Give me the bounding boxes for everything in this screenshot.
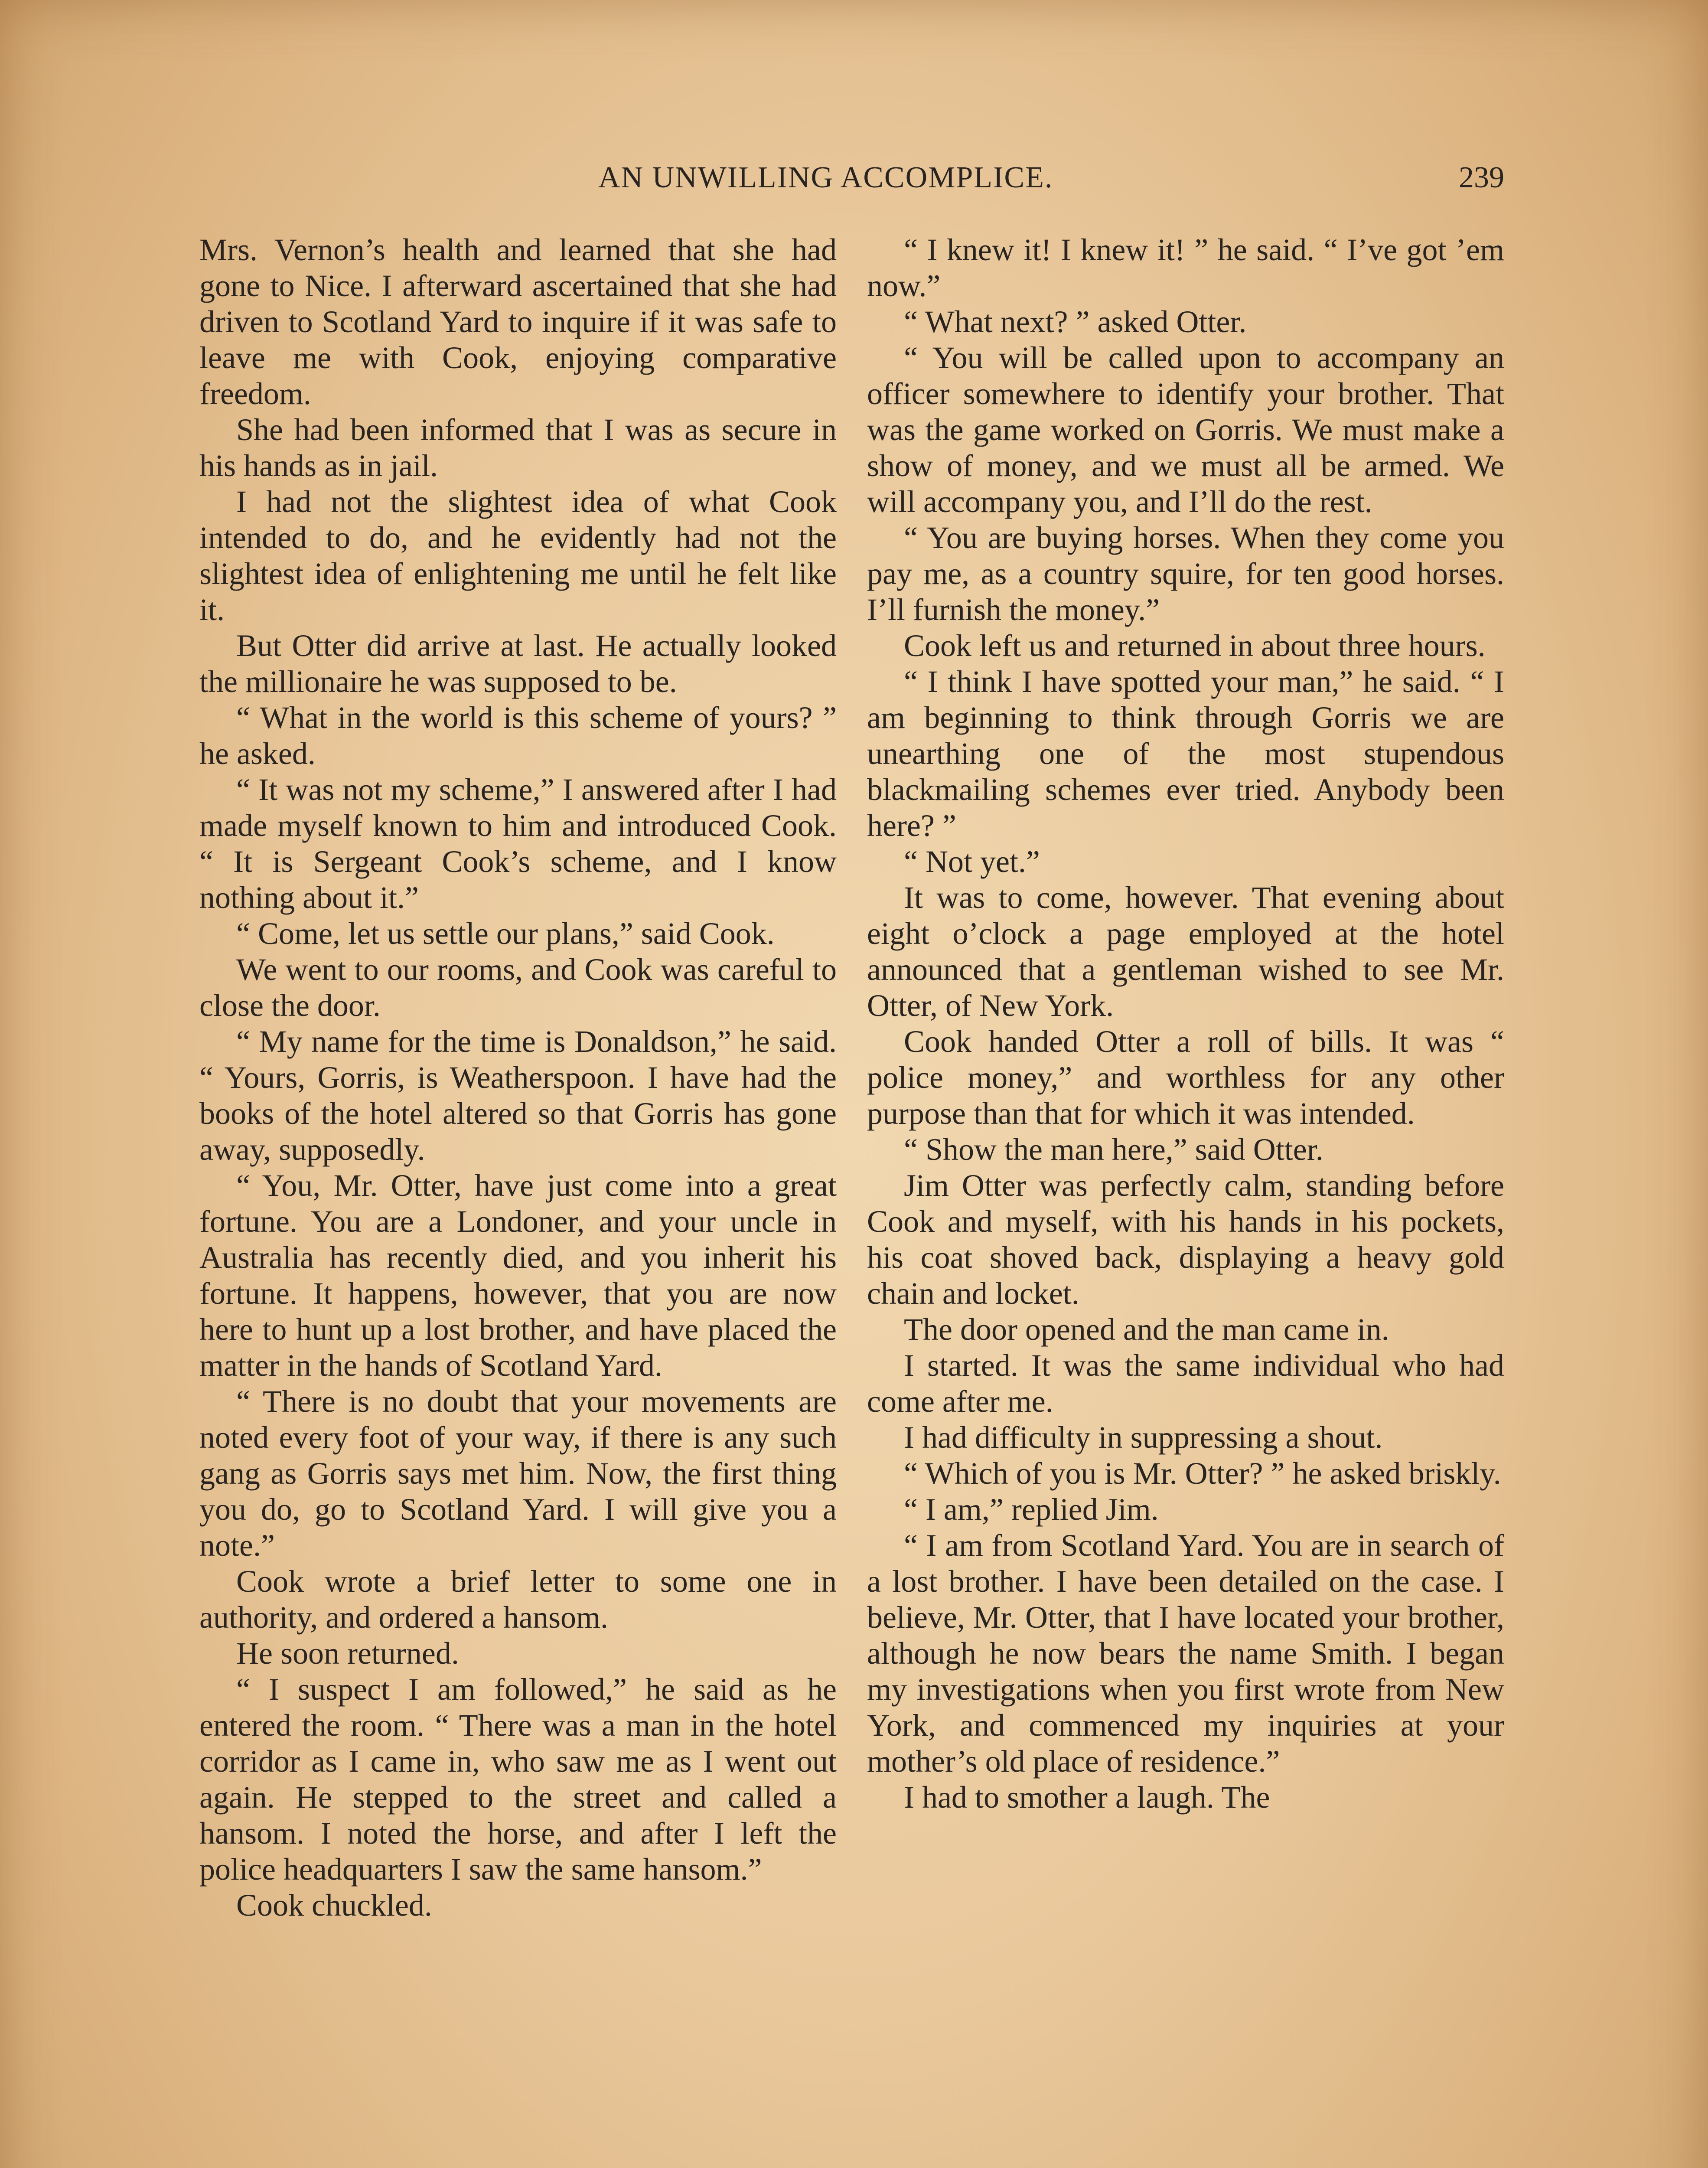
paragraph: “ I suspect I am followed,” he said as he entered the room. “ There was a man in the hotel corridor as I came in, who saw me as I went out again. He stepped to the street and called a hansom. I noted the horse, and after I left the police headquarters I saw the same hansom.”: [199, 1672, 837, 1887]
page-header: [0, 160, 1708, 212]
paragraph: But Otter did arrive at last. He actually looked the millionaire he was supposed to be.: [199, 628, 837, 699]
paragraph: I had to smother a laugh. The: [904, 1780, 1270, 1815]
paragraph: “ Which of you is Mr. Otter? ” he asked briskly.: [904, 1456, 1501, 1491]
paragraph: Jim Otter was perfectly calm, standing before Cook and myself, with his hands in his pockets, his coat shoved back, displaying a heavy gold chain and locket.: [867, 1168, 1504, 1311]
paragraph: Cook handed Otter a roll of bills. It was “ police money,” and worthless for any other purpose than that for which it was intended.: [867, 1024, 1504, 1131]
running-title: AN UNWILLING ACCOMPLICE.: [598, 161, 1053, 194]
paragraph: “ I am from Scotland Yard. You are in search of a lost brother. I have been detailed on the case. I believe, Mr. Otter, that I have located your brother, although he now bears the name Smith. I began my investigations when you first wrote from New York, and commenced my inquiries at your mother’s old place of residence.”: [867, 1528, 1504, 1779]
paragraph: “ You, Mr. Otter, have just come into a great fortune. You are a Londoner, and your uncle in Australia has recently died, and you inherit his fortune. It happens, however, that you are now here to hunt up a lost brother, and have placed the matter in the hands of Scotland Yard.: [199, 1168, 837, 1383]
paragraph: “ What next? ” asked Otter.: [904, 304, 1247, 339]
paragraph: She had been informed that I was as secure in his hands as in jail.: [199, 412, 837, 483]
left-column: [199, 232, 837, 1923]
paragraph: The door opened and the man came in.: [904, 1312, 1389, 1347]
paragraph: “ There is no doubt that your movements are noted every foot of your way, if there is any such gang as Gorris says met him. Now, the first thing you do, go to Scotland Yard. I will give you a note.”: [199, 1384, 837, 1563]
paragraph: “ Come, let us settle our plans,” said Cook.: [236, 916, 775, 951]
paragraph: He soon returned.: [236, 1636, 459, 1671]
paragraph: “ You will be called upon to accompany an officer somewhere to identify your brother. That was the game worked on Gorris. We must make a show of money, and we must all be armed. We will accompany you, and I’ll do the rest.: [867, 340, 1504, 519]
page-number: 239: [1459, 161, 1504, 194]
right-column: [867, 232, 1504, 1815]
paragraph: Cook chuckled.: [236, 1888, 432, 1923]
paragraph: “ Show the man here,” said Otter.: [904, 1132, 1323, 1167]
paragraph: “ I knew it! I knew it! ” he said. “ I’ve got ’em now.”: [867, 232, 1504, 303]
paragraph: I started. It was the same individual who had come after me.: [867, 1348, 1504, 1419]
paragraph: I had difficulty in suppressing a shout.: [904, 1420, 1383, 1455]
paragraph: “ You are buying horses. When they come you pay me, as a country squire, for ten good horses. I’ll furnish the money.”: [867, 520, 1504, 627]
paragraph: “ My name for the time is Donaldson,” he said. “ Yours, Gorris, is Weatherspoon. I have had the books of the hotel altered so that Gorris has gone away, supposedly.: [199, 1024, 837, 1167]
paragraph: “ I am,” replied Jim.: [904, 1492, 1159, 1527]
paragraph: Mrs. Vernon’s health and learned that she had gone to Nice. I afterward ascertained that she had driven to Scotland Yard to inquire if it was safe to leave me with Cook, enjoying comparative freedom.: [199, 232, 837, 411]
paragraph: “ It was not my scheme,” I answered after I had made myself known to him and introduced Cook. “ It is Sergeant Cook’s scheme, and I know nothing about it.”: [199, 772, 837, 915]
paragraph: I had not the slightest idea of what Cook intended to do, and he evidently had not the slightest idea of enlightening me until he felt like it.: [199, 484, 837, 627]
paragraph: “ Not yet.”: [904, 844, 1040, 879]
paragraph: It was to come, however. That evening about eight o’clock a page employed at the hotel announced that a gentleman wished to see Mr. Otter, of New York.: [867, 880, 1504, 1023]
paragraph: We went to our rooms, and Cook was careful to close the door.: [199, 952, 837, 1023]
paragraph: Cook left us and returned in about three hours.: [904, 628, 1486, 663]
paragraph: “ What in the world is this scheme of yours? ” he asked.: [199, 700, 837, 771]
paragraph: “ I think I have spotted your man,” he said. “ I am beginning to think through Gorris we are unearthing one of the most stupendous blackmailing schemes ever tried. Anybody been here? ”: [867, 664, 1504, 843]
paragraph: Cook wrote a brief letter to some one in authority, and ordered a hansom.: [199, 1564, 837, 1635]
